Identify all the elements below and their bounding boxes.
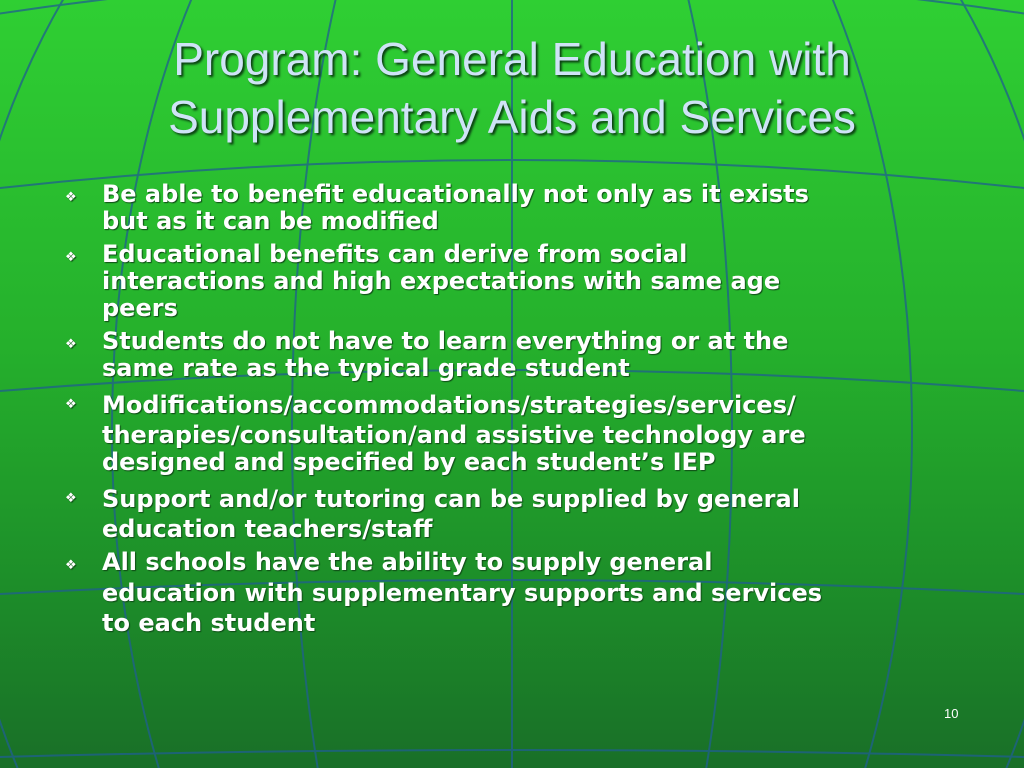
bullet-line: therapies/consultation/and assistive technology are (102, 421, 806, 449)
slide-title-line: Program: General Education with (173, 33, 851, 85)
bullet-line: to each student (102, 609, 316, 637)
bullet-item (60, 328, 960, 382)
bullet-line: Educational benefits can derive from social (102, 240, 688, 268)
diamond-bullet-icon: ❖ (65, 397, 77, 412)
page-number: 10 (944, 706, 959, 721)
bullet-line: education with supplementary supports and services (102, 579, 823, 607)
bullet-line: Support and/or tutoring can be supplied by general (102, 485, 800, 513)
bullet-item (60, 549, 960, 637)
bullet-line: All schools have the ability to supply general (102, 548, 713, 576)
slide-title-line: Supplementary Aids and Services (168, 91, 856, 143)
slide-title (20, 30, 1004, 146)
bullet-line: Modifications/accommodations/strategies/services/ (102, 391, 796, 419)
bullet-list (60, 181, 960, 643)
bullet-item (60, 482, 960, 543)
bullet-line: same rate as the typical grade student (102, 354, 630, 382)
bullet-item (60, 241, 960, 322)
bullet-item (60, 388, 960, 476)
bullet-line: Be able to benefit educationally not only as it exists (102, 180, 809, 208)
bullet-line: peers (102, 294, 178, 322)
bullet-item (60, 181, 960, 235)
diamond-bullet-icon: ❖ (65, 558, 77, 573)
bullet-line: education teachers/staff (102, 515, 433, 543)
diamond-bullet-icon: ❖ (65, 491, 77, 506)
bullet-line: interactions and high expectations with same age (102, 267, 781, 295)
bullet-line: designed and specified by each student’s IEP (102, 448, 716, 476)
diamond-bullet-icon: ❖ (65, 190, 77, 205)
diamond-bullet-icon: ❖ (65, 250, 77, 265)
bullet-line: Students do not have to learn everything or at the (102, 327, 789, 355)
diamond-bullet-icon: ❖ (65, 337, 77, 352)
bullet-line: but as it can be modified (102, 207, 439, 235)
